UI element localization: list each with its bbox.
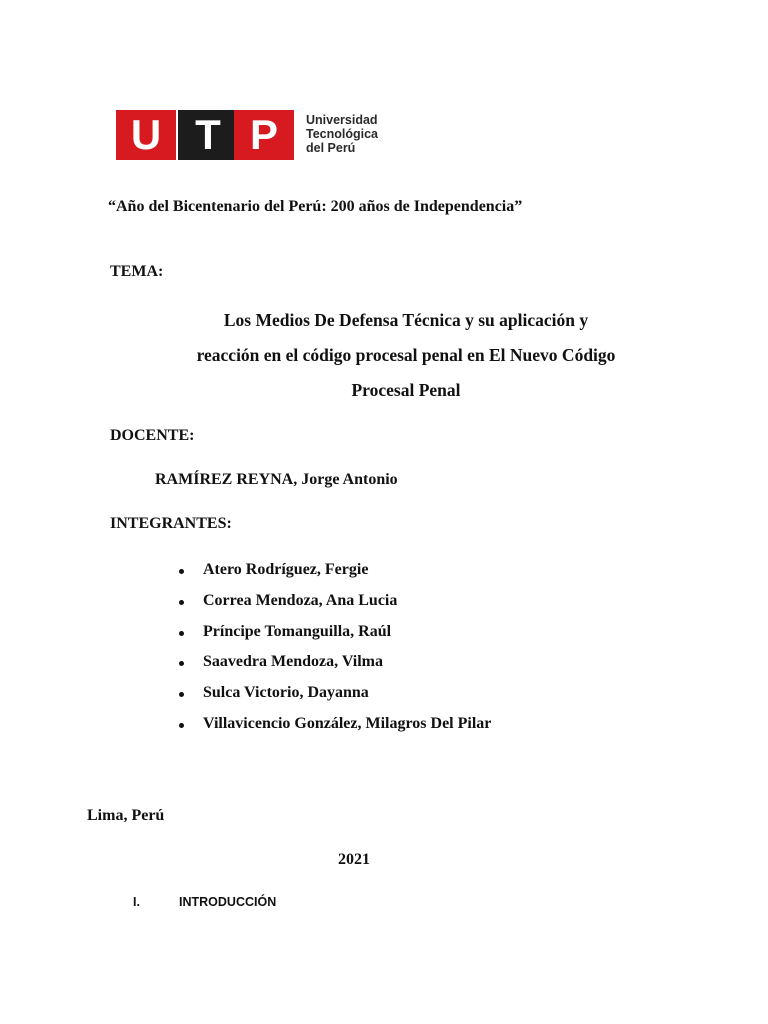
list-item [150,649,491,680]
integrantes-list [150,557,491,742]
docente-name: RAMÍREZ REYNA, Jorge Antonio [155,471,398,488]
bullet-icon [179,600,184,605]
tema-label: TEMA: [110,263,164,280]
section-number: I. [133,895,140,909]
logo-letter-t: T [195,111,221,158]
section-heading: INTRODUCCIÓN [179,895,277,909]
member-name: Príncipe Tomanguilla, Raúl [203,622,392,640]
bullet-icon [179,723,184,728]
location: Lima, Perú [87,807,165,824]
list-item [150,711,491,742]
bullet-icon [179,661,184,666]
list-item [150,557,491,588]
member-name: Atero Rodríguez, Fergie [203,561,369,578]
member-name: Correa Mendoza, Ana Lucia [203,591,398,609]
bullet-icon [179,631,184,636]
logo-name-line: del Perú [306,141,356,155]
list-item [150,588,491,619]
logo-name-line: Universidad [306,113,378,127]
year-motto: “Año del Bicentenario del Perú: 200 años de Independencia” [108,198,523,215]
list-item [150,619,491,650]
utp-logo [116,110,396,160]
member-name: Villavicencio González, Milagros Del Pilar [203,714,492,732]
docente-label: DOCENTE: [110,427,195,444]
title-line: Procesal Penal [351,380,461,400]
year: 2021 [338,851,370,868]
logo-letter-p: P [249,111,278,158]
title-line: Los Medios De Defensa Técnica y su aplicación y [223,310,589,330]
integrantes-label: INTEGRANTES: [110,515,232,532]
logo-letter-u: U [130,111,162,158]
bullet-icon [179,569,184,574]
bullet-icon [179,692,184,697]
document-title [100,303,712,408]
logo-university-name [306,113,406,155]
member-name: Sulca Victorio, Dayanna [203,684,369,702]
member-name: Saavedra Mendoza, Vilma [203,653,383,671]
title-line: reacción en el código procesal penal en El Nuevo Código [196,345,616,365]
logo-name-line: Tecnológica [306,127,379,141]
list-item [150,680,491,711]
